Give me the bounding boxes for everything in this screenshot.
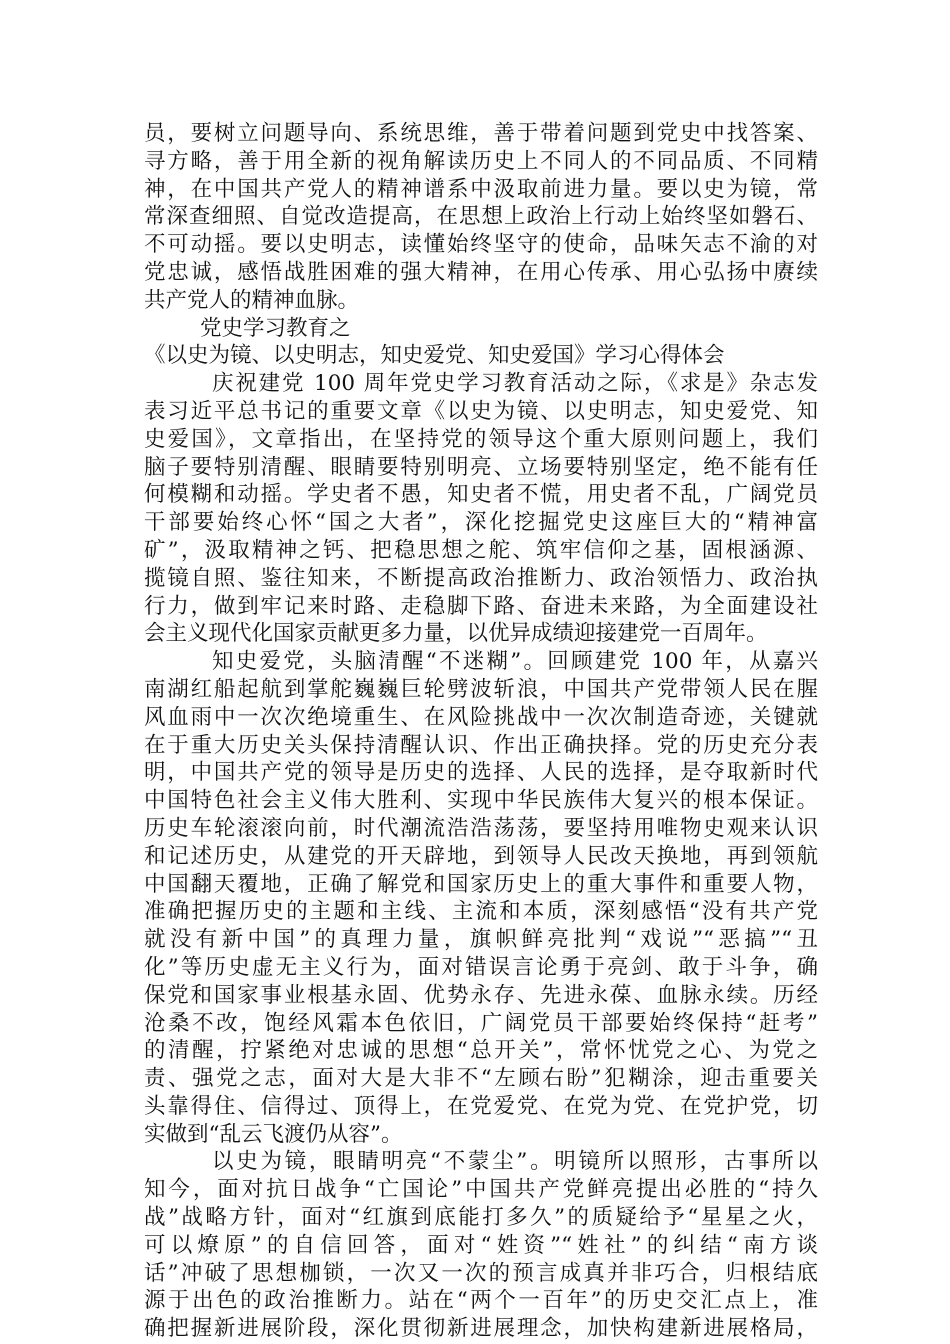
text-line: 脑子要特别清醒、眼睛要特别明亮、立场要特别坚定，绝不能有任	[144, 454, 818, 480]
text-line: 会主义现代化国家贡献更多力量，以优异成绩迎接建党一百周年。	[144, 621, 768, 647]
text-line: 揽镜自照、鉴往知来，不断提高政治推断力、政治领悟力、政治执	[144, 565, 818, 591]
text-line: 中国特色社会主义伟大胜利、实现中华民族伟大复兴的根本保证。	[144, 788, 818, 814]
text-line: 在于重大历史关头保持清醒认识、作出正确抉择。党的历史充分表	[144, 732, 818, 758]
text-line: 庆祝建党 100 周年党史学习教育活动之际，《求是》杂志发	[212, 371, 818, 397]
text-line: 准确把握历史的主题和主线、主流和本质，深刻感悟“没有共产党	[144, 899, 818, 925]
text-line: 党史学习教育之	[200, 315, 351, 341]
text-line: 实做到“乱云飞渡仍从容”。	[144, 1121, 403, 1147]
text-line: 神，在中国共产党人的精神谱系中汲取前进力量。要以史为镜，常	[144, 176, 818, 202]
text-line: 《以史为镜、以史明志，知史爱党、知史爱国》学习心得体会	[144, 343, 725, 369]
text-line: 历史车轮滚滚向前，时代潮流浩浩荡荡，要坚持用唯物史观来认识	[144, 815, 818, 841]
text-line: 知今，面对抗日战争“亡国论”中国共产党鲜亮提出必胜的“持久	[144, 1177, 818, 1203]
text-line: 源于出色的政治推断力。站在“两个一百年”的历史交汇点上，准	[144, 1288, 818, 1314]
text-line: 明，中国共产党的领导是历史的选择、人民的选择，是夺取新时代	[144, 760, 818, 786]
text-line: 战”战略方针，面对“红旗到底能打多久”的质疑给予“星星之火，	[144, 1205, 818, 1231]
text-line: 不可动摇。要以史明志，读懂始终坚守的使命，品味矢志不渝的对	[144, 232, 818, 258]
text-line: 表习近平总书记的重要文章《以史为镜、以史明志，知史爱党、知	[144, 398, 818, 424]
text-line: 风血雨中一次次绝境重生、在风险挑战中一次次制造奇迹，关键就	[144, 704, 818, 730]
text-line: 行力，做到牢记来时路、走稳脚下路、奋进未来路，为全面建设社	[144, 593, 818, 619]
text-line: 南湖红船起航到掌舵巍巍巨轮劈波斩浪，中国共产党带领人民在腥	[144, 676, 818, 702]
text-line: 可以燎原”的自信回答，面对“姓资”“姓社”的纠结“南方谈	[144, 1232, 818, 1258]
text-line: 确把握新进展阶段，深化贯彻新进展理念，加快构建新进展格局，	[144, 1316, 818, 1342]
text-line: 的清醒，拧紧绝对忠诚的思想“总开关”，常怀忧党之心、为党之	[144, 1038, 818, 1064]
text-line: 寻方略，善于用全新的视角解读历史上不同人的不同品质、不同精	[144, 148, 818, 174]
text-line: 保党和国家事业根基永固、优势永存、先进永葆、血脉永续。历经	[144, 982, 818, 1008]
text-line: 就没有新中国”的真理力量，旗帜鲜亮批判“戏说”“恶搞”“丑	[144, 927, 818, 953]
text-line: 知史爱党，头脑清醒“不迷糊”。回顾建党 100 年，从嘉兴	[212, 649, 818, 675]
text-line: 矿”，汲取精神之钙、把稳思想之舵、筑牢信仰之基，固根涵源、	[144, 537, 818, 563]
text-line: 和记述历史，从建党的开天辟地，到领导人民改天换地，再到领航	[144, 843, 818, 869]
document-body	[144, 120, 818, 1343]
text-line: 头靠得住、信得过、顶得上，在党爱党、在党为党、在党护党，切	[144, 1093, 818, 1119]
text-line: 常深查细照、自觉改造提高，在思想上政治上行动上始终坚如磐石、	[144, 204, 818, 230]
text-line: 中国翻天覆地，正确了解党和国家历史上的重大事件和重要人物，	[144, 871, 818, 897]
text-line: 党忠诚，感悟战胜困难的强大精神，在用心传承、用心弘扬中赓续	[144, 259, 818, 285]
text-line: 责、强党之志，面对大是大非不“左顾右盼”犯糊涂，迎击重要关	[144, 1066, 818, 1092]
text-line: 共产党人的精神血脉。	[144, 287, 360, 313]
text-line: 话”冲破了思想枷锁，一次又一次的预言成真并非巧合，归根结底	[144, 1260, 818, 1286]
text-line: 干部要始终心怀“国之大者”，深化挖掘党史这座巨大的“精神富	[144, 510, 818, 536]
text-line: 史爱国》，文章指出，在坚持党的领导这个重大原则问题上，我们	[144, 426, 818, 452]
text-line: 化”等历史虚无主义行为，面对错误言论勇于亮剑、敢于斗争，确	[144, 954, 818, 980]
text-line: 何模糊和动摇。学史者不愚，知史者不慌，用史者不乱，广阔党员	[144, 482, 818, 508]
text-line: 以史为镜，眼睛明亮“不蒙尘”。明镜所以照形，古事所以	[212, 1149, 818, 1175]
text-line: 沧桑不改，饱经风霜本色依旧，广阔党员干部要始终保持“赶考”	[144, 1010, 818, 1036]
text-line: 员，要树立问题导向、系统思维，善于带着问题到党史中找答案、	[144, 121, 818, 146]
